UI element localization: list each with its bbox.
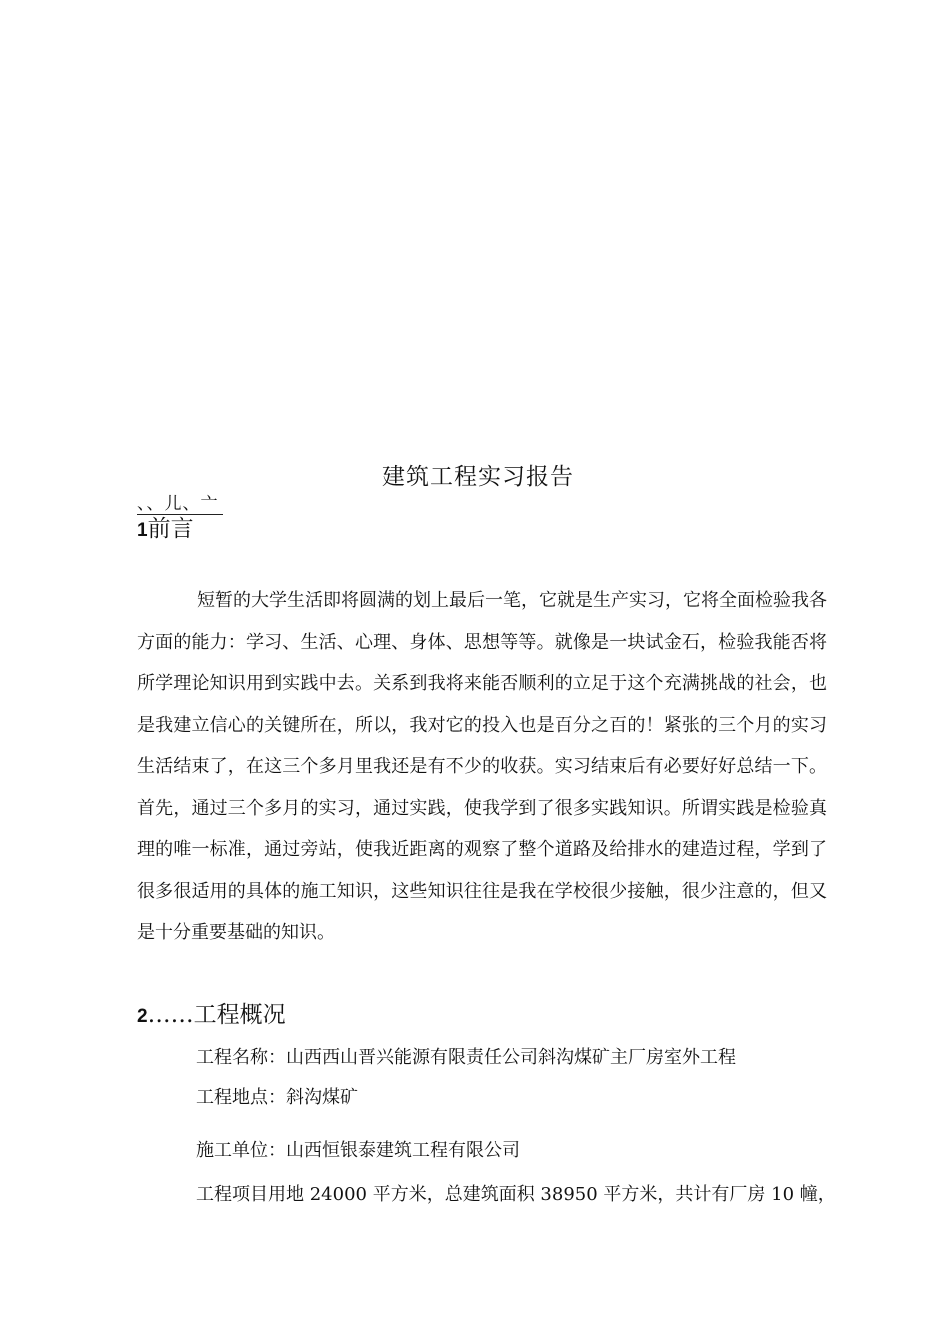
section-2-title: 工程概况 bbox=[193, 1002, 286, 1028]
section-2-leader: …… bbox=[147, 1002, 194, 1028]
document-title: 建筑工程实习报告 bbox=[382, 464, 574, 490]
scan-artifact-text: 、、儿、亠 bbox=[137, 494, 219, 514]
section-1-paragraph: 短暂的大学生活即将圆满的划上最后一笔，它就是生产实习，它将全面检验我各方面的能力：学习、生活、心理、身体、思想等等。就像是一块试金石，检验我能否将所学理论知识用到实践中去。关系到我将来能否顺利的立足于这个充满挑战的社会，也是我建立信心的关键所在，所以，我对它的投入也是百分之百的！紧张的三个月的实习生活结束了，在这三个多月里我还是有不少的收获。实习结束后有必要好好总结一下。首先，通过三个多月的实习，通过实践，使我学到了很多实践知识。所谓实践是检验真理的唯一标准，通过旁站，使我近距离的观察了整个道路及给排水的建造过程，学到了很多很适用的具体的施工知识，这些知识往往是我在学校很少接触，很少注意的，但又是十分重要基础的知识。 bbox=[137, 590, 827, 943]
contractor-line: 施工单位：山西恒银泰建筑工程有限公司 bbox=[196, 1140, 520, 1161]
section-1-title: 前言 bbox=[147, 516, 194, 542]
project-name-line: 工程名称：山西西山晋兴能源有限责任公司斜沟煤矿主厂房室外工程 bbox=[196, 1047, 736, 1068]
section-1-number: 1 bbox=[137, 520, 148, 541]
project-site-line: 工程地点：斜沟煤矿 bbox=[196, 1087, 358, 1108]
project-area-line: 工程项目用地 24000 平方米，总建筑面积 38950 平方米，共计有厂房 10 幢， bbox=[196, 1184, 836, 1205]
section-1-heading bbox=[137, 514, 194, 546]
section-2-heading bbox=[137, 1000, 286, 1032]
section-2-number: 2 bbox=[137, 1006, 148, 1027]
